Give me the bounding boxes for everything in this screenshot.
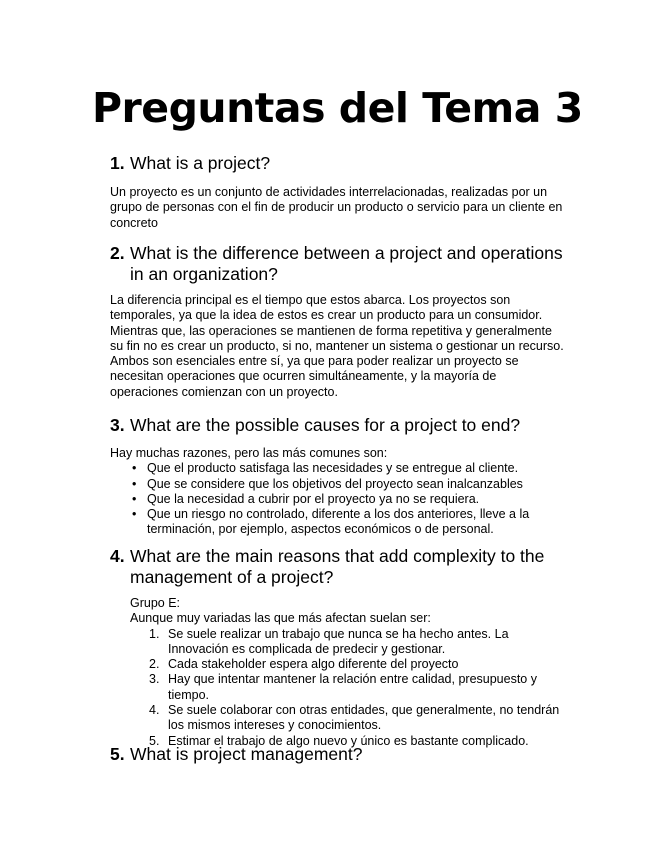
question-text: What are the possible causes for a project to end? [130, 415, 521, 435]
question-text: What is a project? [130, 153, 271, 173]
question-text-line-1: What are the main reasons that add complexity to the [130, 546, 545, 566]
question-1 [110, 153, 580, 174]
question-text-line-1: What is the difference between a project and operations [130, 243, 563, 263]
answer-text: La diferencia principal es el tiempo que estos abarca. Los proyectos son temporales, ya que la idea de estos es crear un producto para un consumidor. Mientras que, las operaciones se mantienen de forma repetitiva y generalmente su fin no es crear un producto, si no, mantener un sistema o gestionar un recurso. Ambos son esenciales entre sí, ya que para poder realizar un proyecto se necesitan operaciones que ocurren simultáneamente, y la mayoría de operaciones comienzan con un proyecto. [110, 293, 564, 399]
item-text: Hay que intentar mantener la relación entre calidad, presupuesto y tiempo. [168, 672, 537, 702]
list-item: • Que el producto satisfaga las necesidades y se entregue al cliente. [110, 461, 565, 476]
item-number: 5. [149, 733, 160, 748]
question-number: 5. [110, 744, 125, 764]
item-text: Cada stakeholder espera algo diferente del proyecto [168, 657, 459, 672]
answer-3 [110, 446, 565, 538]
item-text: Se suele colaborar con otras entidades, que generalmente, no tendrán los mismos intereses y conocimientos. [168, 703, 560, 733]
list-item: • Que un riesgo no controlado, diferente a los dos anteriores, lleve a la terminación, por ejemplo, aspectos económicos o de personal. [110, 507, 565, 538]
list-item: • Que la necesidad a cubrir por el proyecto ya no se requiera. [110, 492, 565, 507]
question-number: 2. [110, 243, 125, 263]
answer-2 [110, 293, 565, 400]
question-3 [110, 415, 580, 436]
item-number: 3. [149, 672, 160, 687]
page-title: Preguntas del Tema 3 [92, 84, 583, 132]
list-item [130, 627, 570, 658]
question-text-line-2: in an organization? [130, 264, 278, 284]
reasons-list [110, 461, 565, 537]
question-4 [110, 546, 568, 588]
question-text-line-2: management of a project? [130, 567, 334, 587]
complexity-list [130, 627, 570, 749]
answer-1 [110, 185, 565, 231]
answer-intro: Aunque muy variadas las que más afectan suelan ser: [130, 611, 431, 626]
item-text: Estimar el trabajo de algo nuevo y único es bastante complicado. [168, 733, 529, 748]
question-5 [110, 744, 580, 765]
item-text: Se suele realizar un trabajo que nunca se ha hecho antes. La Innovación es complicada de predecir y gestionar. [168, 626, 509, 656]
item-number: 2. [149, 657, 160, 672]
answer-text: Un proyecto es un conjunto de actividades interrelacionadas, realizadas por un grupo de personas con el fin de producir un producto o servicio para un cliente en concreto [110, 185, 563, 230]
group-label: Grupo E: [130, 596, 181, 610]
question-number: 3. [110, 415, 125, 435]
answer-4 [130, 596, 570, 749]
question-number: 4. [110, 546, 125, 566]
question-number: 1. [110, 153, 125, 173]
item-number: 4. [149, 703, 160, 718]
list-item [130, 703, 570, 734]
list-item [130, 672, 570, 703]
answer-intro: Hay muchas razones, pero las más comunes son: [110, 446, 388, 460]
list-item: • Que se considere que los objetivos del proyecto sean inalcanzables [110, 477, 565, 492]
question-2 [110, 243, 580, 285]
list-item [130, 657, 570, 672]
item-number: 1. [149, 626, 160, 641]
question-text: What is project management? [130, 744, 363, 764]
